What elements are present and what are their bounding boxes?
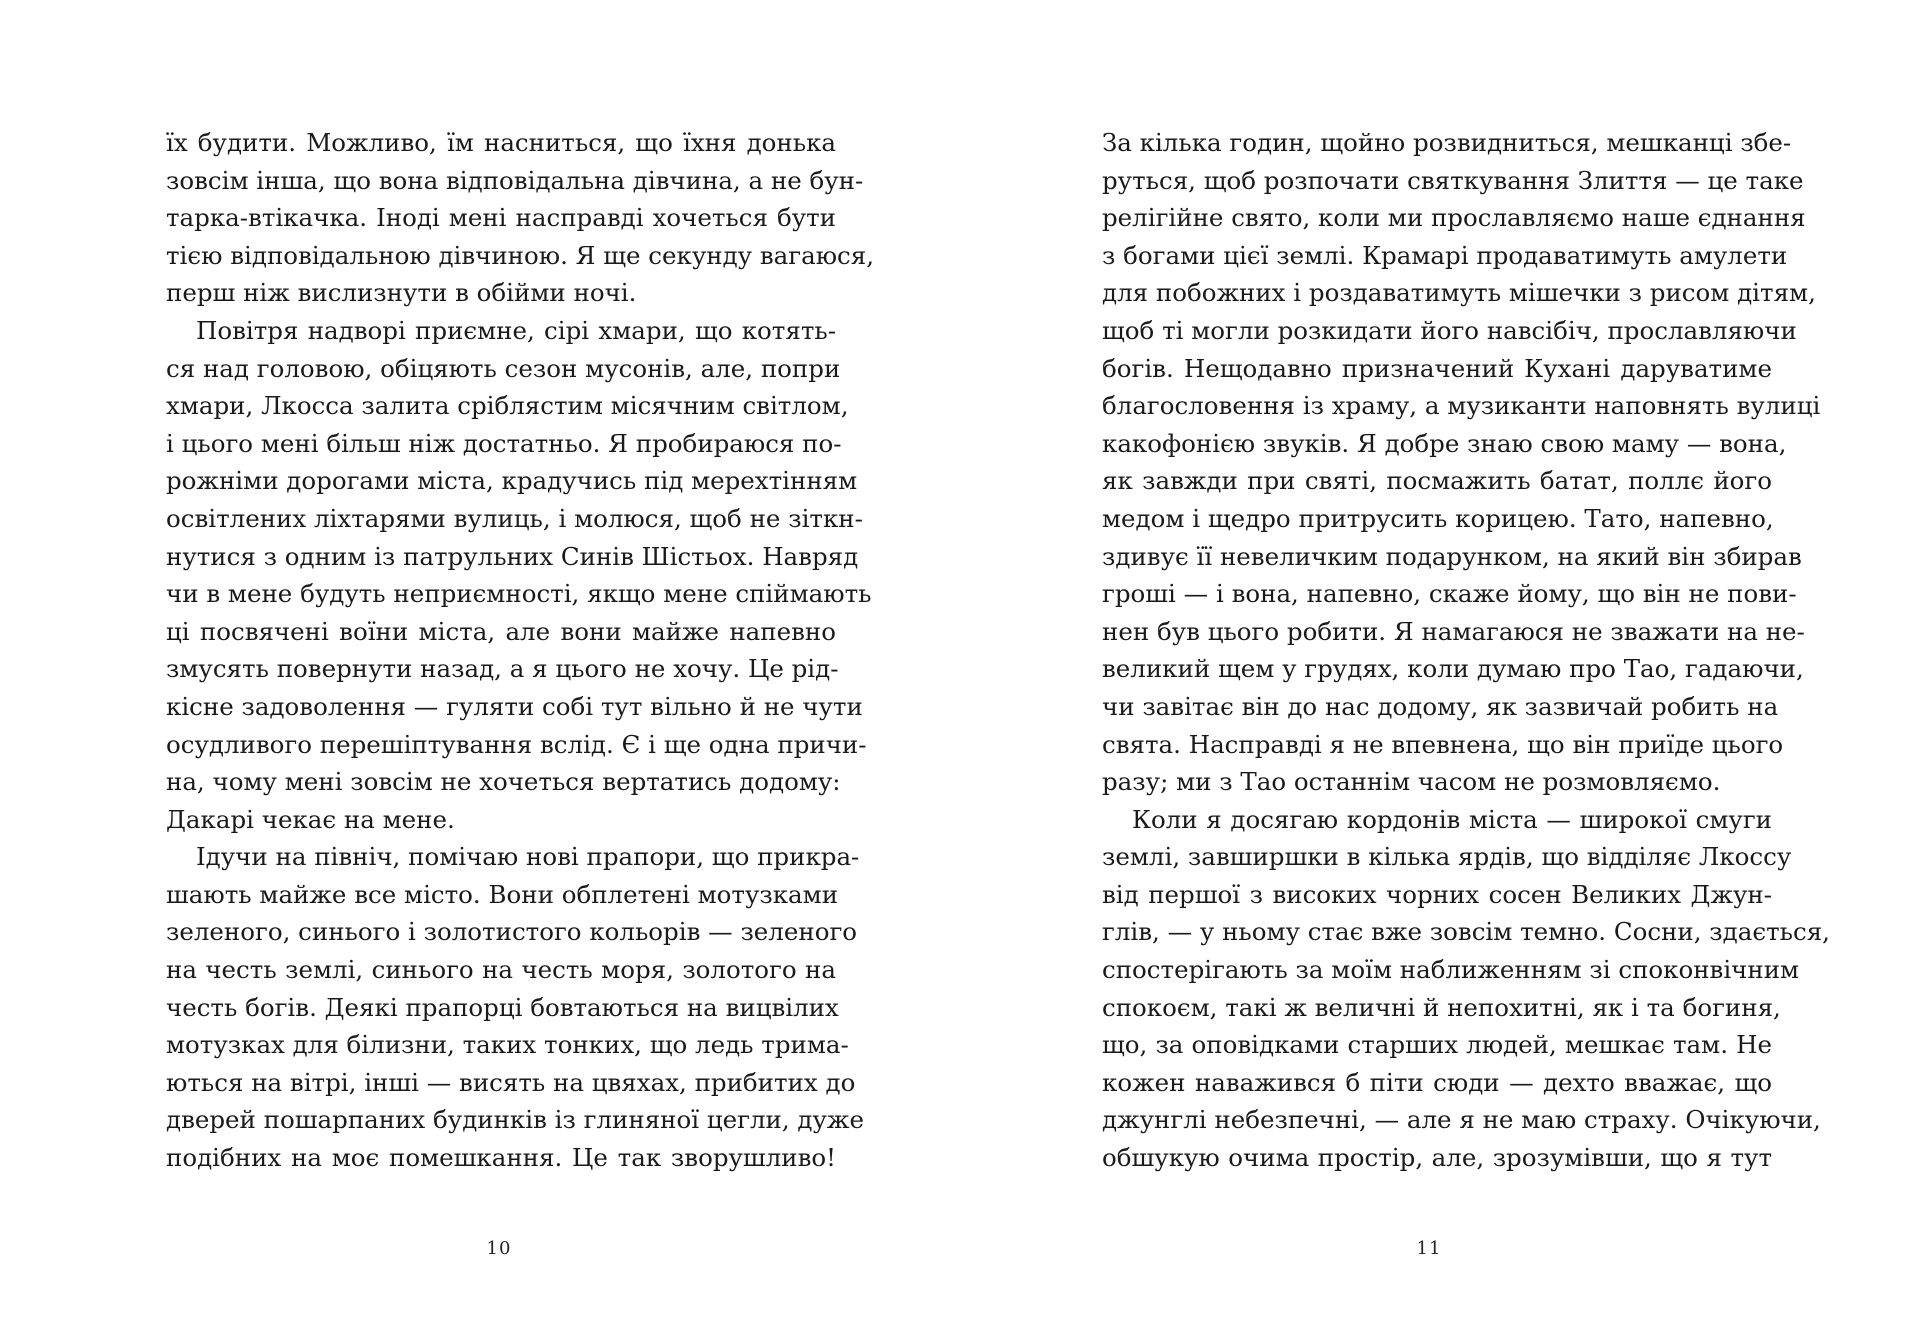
text-line: осудливого перешіптування вслід. Є і ще одна причи- bbox=[166, 729, 867, 759]
right-page-text bbox=[1102, 124, 1830, 1177]
text-line: богів. Нещодавно призначений Кухані даруватиме bbox=[1102, 353, 1772, 383]
text-line: ся над головою, обіцяють сезон мусонів, але, попри bbox=[166, 353, 841, 383]
text-line: подібних на моє помешкання. Це так зворушливо! bbox=[166, 1143, 836, 1173]
text-line: чи завітає він до нас додому, як зазвичай робить на bbox=[1102, 691, 1779, 721]
left-page-number: 10 bbox=[486, 1238, 512, 1259]
text-line: перш ніж вислизнути в обійми ночі. bbox=[166, 278, 637, 308]
text-line: кісне задоволення — гуляти собі тут вільно й не чути bbox=[166, 691, 863, 721]
text-line: і цього мені більш ніж достатньо. Я пробираюся по- bbox=[166, 428, 842, 458]
text-line: ці посвячені воїни міста, але вони майже напевно bbox=[166, 616, 836, 646]
right-page-number: 11 bbox=[1416, 1238, 1442, 1259]
text-line: чи в мене будуть неприємності, якщо мене спіймають bbox=[166, 579, 872, 609]
text-line: як завжди при святі, посмажить батат, поллє його bbox=[1102, 466, 1772, 496]
text-line: хмари, Лкосса залита сріблястим місячним світлом, bbox=[166, 391, 849, 421]
text-line: спокоєм, такі ж величні й непохитні, як і та богиня, bbox=[1102, 992, 1781, 1022]
text-line: дверей пошарпаних будинків із глиняної цегли, дуже bbox=[166, 1105, 864, 1135]
text-line: Ідучи на північ, помічаю нові прапори, що прикра- bbox=[196, 842, 860, 872]
text-line: нутися з одним із патрульних Синів Шістьох. Навряд bbox=[166, 541, 859, 571]
text-line: мотузках для білизни, таких тонких, що ледь трима- bbox=[166, 1030, 849, 1060]
text-line: Дакарі чекає на мене. bbox=[166, 804, 455, 834]
text-line: гроші — і вона, напевно, скаже йому, що він не пови- bbox=[1102, 579, 1797, 609]
text-line: глів, — у ньому стає вже зовсім темно. Сосни, здається, bbox=[1102, 917, 1830, 947]
text-line: тією відповідальною дівчиною. Я ще секунду вагаюся, bbox=[166, 240, 875, 270]
text-line: щоб ті могли розкидати його навсібіч, прославляючи bbox=[1102, 315, 1797, 345]
right-page bbox=[960, 0, 1920, 1324]
left-page-text bbox=[166, 124, 875, 1177]
text-line: здивує її невеличким подарунком, на який він збирав bbox=[1102, 541, 1802, 571]
text-line: джунглі небезпечні, — але я не маю страху. Очікуючи, bbox=[1102, 1105, 1821, 1135]
text-line: землі, завширшки в кілька ярдів, що відділяє Лкоссу bbox=[1102, 842, 1792, 872]
text-line: великий щем у грудях, коли думаю про Тао, гадаючи, bbox=[1102, 654, 1804, 684]
text-line: змусять повернути назад, а я цього не хочу. Це рід- bbox=[166, 654, 839, 684]
text-line: їх будити. Можливо, їм насниться, що їхня донька bbox=[166, 128, 836, 157]
text-line: на, чому мені зовсім не хочеться вертатись додому: bbox=[166, 767, 841, 797]
text-line: разу; ми з Тао останнім часом не розмовляємо. bbox=[1102, 767, 1721, 797]
text-line: зеленого, синього і золотистого кольорів — зеленого bbox=[166, 917, 858, 947]
text-line: що, за оповідками старших людей, мешкає там. Не bbox=[1102, 1030, 1772, 1060]
text-line: какофонією звуків. Я добре знаю свою маму — вона, bbox=[1102, 428, 1787, 458]
text-line: для побожних і роздаватимуть мішечки з рисом дітям, bbox=[1102, 278, 1816, 308]
text-line: освітлених ліхтарями вулиць, і молюся, щоб не зіткн- bbox=[166, 503, 863, 533]
text-line: руться, щоб розпочати святкування Злиття — це таке bbox=[1102, 165, 1804, 195]
text-line: нен був цього робити. Я намагаюся не зважати на не- bbox=[1102, 616, 1805, 646]
text-line: на честь землі, синього на честь моря, золотого на bbox=[166, 955, 836, 985]
text-line: благословення із храму, а музиканти наповнять вулиці bbox=[1102, 391, 1821, 421]
text-line: За кілька годин, щойно розвидниться, мешканці збе- bbox=[1102, 128, 1792, 157]
text-line: кожен наважився б піти сюди — дехто вважає, що bbox=[1102, 1067, 1772, 1097]
text-line: рожніми дорогами міста, крадучись під мерехтінням bbox=[166, 466, 858, 496]
text-line: свята. Насправді я не впевнена, що він приїде цього bbox=[1102, 729, 1784, 759]
text-line: шають майже все місто. Вони обплетені мотузками bbox=[166, 879, 839, 909]
text-line: ються на вітрі, інші — висять на цвяхах, прибитих до bbox=[166, 1067, 856, 1097]
text-line: обшукую очима простір, але, зрозумівши, що я тут bbox=[1102, 1143, 1772, 1173]
text-line: честь богів. Деякі прапорці бовтаються на вицвілих bbox=[166, 992, 839, 1022]
text-line: релігійне свято, коли ми прославляємо наше єднання bbox=[1102, 203, 1806, 233]
text-line: Повітря надворі приємне, сірі хмари, що котять- bbox=[196, 315, 836, 345]
text-line: зовсім інша, що вона відповідальна дівчина, а не бун- bbox=[166, 165, 864, 195]
text-line: тарка-втікачка. Іноді мені насправді хочеться бути bbox=[166, 203, 836, 233]
text-line: спостерігають за моїм наближенням зі споконвічним bbox=[1102, 955, 1800, 985]
text-line: від першої з високих чорних сосен Великих Джун- bbox=[1102, 879, 1772, 909]
text-line: Коли я досягаю кордонів міста — широкої смуги bbox=[1132, 804, 1772, 834]
text-line: медом і щедро притрусить корицею. Тато, напевно, bbox=[1102, 503, 1774, 533]
text-line: з богами цієї землі. Крамарі продаватимуть амулети bbox=[1102, 240, 1788, 270]
